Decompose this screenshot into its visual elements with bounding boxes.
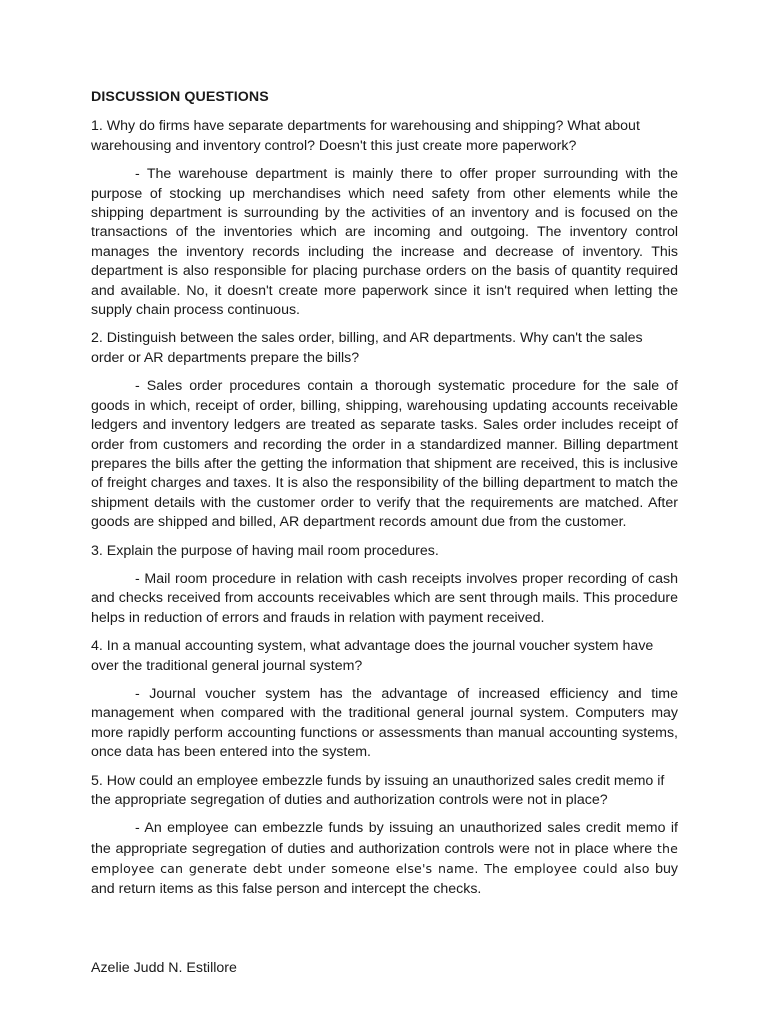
answer-5 xyxy=(91,819,678,899)
document-heading: DISCUSSION QUESTIONS xyxy=(91,89,269,105)
answer-4: - Journal voucher system has the advantage of increased efficiency and time management when compared with the traditional general journal system. Computers may more rapidly perform accounting functions or assessments than manual accounting systems, once data has been entered into the system. xyxy=(91,685,678,761)
question-2: 2. Distinguish between the sales order, billing, and AR departments. Why can't the sales order or AR departments prepare the bills? xyxy=(91,330,643,366)
document-body xyxy=(91,88,678,908)
answer-5-part-2: the employee can generate debt under someone else's name. The employee could also xyxy=(91,840,678,877)
answer-3: - Mail room procedure in relation with cash receipts involves proper recording of cash and checks received from accounts receivables which are sent through mails. This procedure helps in reduction of errors and frauds in relation with payment received. xyxy=(91,570,678,626)
answer-5-part-3: buy and return items as this false person and intercept the checks. xyxy=(91,861,678,897)
question-4: 4. In a manual accounting system, what advantage does the journal voucher system have over the traditional general journal system? xyxy=(91,638,654,674)
question-5: 5. How could an employee embezzle funds by issuing an unauthorized sales credit memo if the appropriate segregation of duties and authorization controls were not in place? xyxy=(91,772,665,808)
question-3: 3. Explain the purpose of having mail room procedures. xyxy=(91,542,439,559)
answer-5-part-1: - An employee can embezzle funds by issuing an unauthorized sales credit memo if the appropriate segregation of duties and authorization controls were not in place where xyxy=(91,820,678,857)
question-1: 1. Why do firms have separate departments for warehousing and shipping? What about warehousing and inventory control? Doesn't this just create more paperwork? xyxy=(91,118,640,154)
answer-2: - Sales order procedures contain a thorough systematic procedure for the sale of goods in which, receipt of order, billing, shipping, warehousing updating accounts receivable ledgers and inventory ledgers are treated as separate tasks. Sales order includes receipt of order from customers and recording the order in a standardized manner. Billing department prepares the bills after the getting the information that shipment are received, this is inclusive of freight charges and taxes. It is also the responsibility of the billing department to match the shipment details with the customer order to verify that the requirements are matched. After goods are shipped and billed, AR department records amount due from the customer. xyxy=(91,378,678,531)
author-signature: Azelie Judd N. Estillore xyxy=(91,960,237,976)
answer-1: - The warehouse department is mainly there to offer proper surrounding with the purpose of stocking up merchandises which need safety from other elements while the shipping department is surrounding by the activities of an inventory and is focused on the transactions of the inventories which are incoming and outgoing. The inventory control manages the inventory records including the increase and decrease of inventory. This department is also responsible for placing purchase orders on the basis of quantity required and available. No, it doesn't create more paperwork since it isn't required when letting the supply chain process continuous. xyxy=(91,166,678,319)
